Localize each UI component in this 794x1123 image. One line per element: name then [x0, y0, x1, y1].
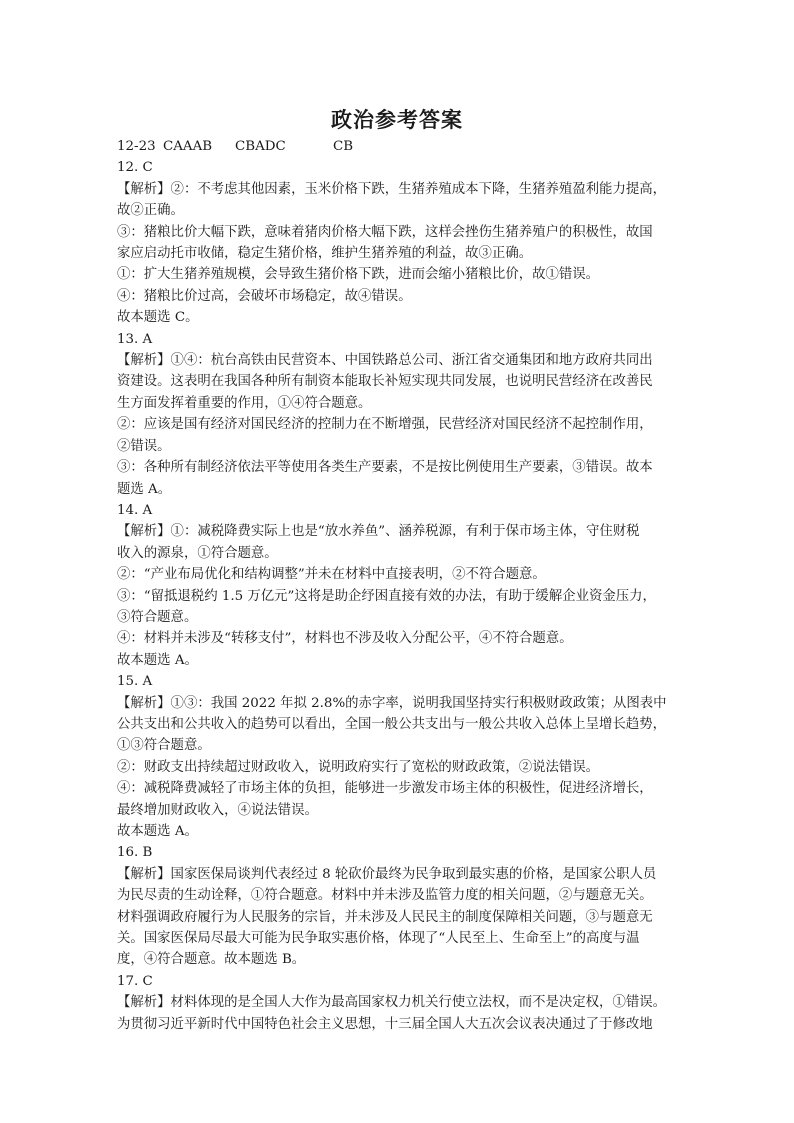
answer-key-row: [117, 136, 677, 157]
text-line: 关。国家医保局尽最大可能为民争取实惠价格，体现了“人民至上、生命至上”的高度与温: [117, 931, 640, 947]
text-line: 故②正确。: [117, 203, 184, 219]
text-line: 【解析】材料体现的是全国人大作为最高国家权力机关行使立法权，而不是决定权，①错误。: [117, 995, 667, 1011]
text-line: ②：应该是国有经济对国民经济的控制力在不断增强，民营经济对国民经济不起控制作用，: [117, 417, 653, 433]
text-line: 度，④符合题意。故本题选 B。: [117, 952, 306, 968]
text-line: 【解析】②：不考虑其他因素，玉米价格下跌，生猪养殖成本下降，生猪养殖盈利能力提高，: [117, 181, 667, 197]
text-line: ②：“产业布局优化和结构调整”并未在材料中直接表明，②不符合题意。: [117, 567, 546, 583]
answer-body: [117, 136, 677, 1035]
text-line: 资建设。这表明在我国各种所有制资本能取长补短实现共同发展，也说明民营经济在改善民: [117, 374, 653, 390]
text-line: 材料强调政府履行为人民服务的宗旨，并未涉及人民民主的制度保障相关问题，③与题意无: [117, 909, 653, 925]
text-line: ①③符合题意。: [117, 738, 211, 754]
text-line: 【解析】国家医保局谈判代表经过 8 轮砍价最终为民争取到最实惠的价格，是国家公职人员: [117, 866, 657, 882]
text-line: ②错误。: [117, 438, 171, 454]
page-title: 政治参考答案: [331, 107, 463, 132]
text-line: 15. A: [117, 674, 153, 690]
text-line: 故本题选 A。: [117, 824, 198, 839]
text-line: 为贯彻习近平新时代中国特色社会主义思想，十三届全国人大五次会议表决通过了于修改地: [117, 1016, 653, 1032]
text-line: ①：扩大生猪养殖规模，会导致生猪价格下跌，进而会缩小猪粮比价，故①错误。: [117, 267, 600, 283]
text-line: 家应启动托市收储，稳定生猪价格，维护生猪养殖的利益，故③正确。: [117, 246, 533, 262]
answer-group-3: CB: [333, 139, 354, 154]
text-line: 【解析】①：减税降费实际上也是“放水养鱼”、涵养税源，有利于保市场主体，守住财税: [117, 524, 640, 540]
text-line: 公共支出和公共收入的趋势可以看出，全国一般公共支出与一般公共收入总体上呈增长趋势，: [117, 716, 667, 732]
text-line: 16. B: [117, 845, 153, 861]
text-line: 为民尽责的生动诠释，①符合题意。材料中并未涉及监管力度的相关问题，②与题意无关。: [117, 888, 653, 904]
answer-group-1: CAAAB: [163, 139, 213, 154]
text-line: 题选 A。: [117, 481, 172, 497]
text-line: ④：猪粮比价过高，会破坏市场稳定，故④错误。: [117, 288, 412, 304]
text-line: 生方面发挥着重要的作用，①④符合题意。: [117, 395, 372, 411]
text-line: 【解析】①③：我国 2022 年拟 2.8%的赤字率，说明我国坚持实行积极财政政策；从图表中: [117, 695, 667, 711]
text-line: 故本题选 A。: [117, 652, 198, 668]
text-line: 故本题选 C。: [117, 310, 199, 326]
answer-range: 12-23: [117, 139, 156, 154]
text-line: 【解析】①④：杭台高铁由民营资本、中国铁路总公司、浙江省交通集团和地方政府共同出: [117, 353, 653, 369]
text-line: ④：减税降费减轻了市场主体的负担，能够进一步激发市场主体的积极性，促进经济增长，: [117, 781, 653, 797]
text-line: 17. C: [117, 973, 153, 989]
text-line: ③：“留抵退税约 1.5 万亿元”这将是助企纾困直接有效的办法，有助于缓解企业资金压力，: [117, 588, 656, 604]
text-line: 最终增加财政收入，④说法错误。: [117, 802, 318, 818]
answer-group-2: CBADC: [235, 139, 286, 154]
text-line: ③：猪粮比价大幅下跌，意味着猪肉价格大幅下跌，这样会挫伤生猪养殖户的积极性，故国: [117, 224, 653, 240]
text-line: 14. A: [117, 502, 153, 518]
text-line: ③符合题意。: [117, 609, 198, 625]
text-line: 收入的源泉，①符合题意。: [117, 545, 278, 561]
text-line: ③：各种所有制经济依法平等使用各类生产要素，不是按比例使用生产要素，③错误。故本: [117, 460, 653, 476]
text-line: ②：财政支出持续超过财政收入，说明政府实行了宽松的财政政策，②说法错误。: [117, 759, 600, 775]
text-line: 12. C: [117, 160, 153, 176]
text-line: ④：材料并未涉及“转移支付”，材料也不涉及收入分配公平，④不符合题意。: [117, 631, 573, 647]
text-line: 13. A: [117, 331, 153, 347]
